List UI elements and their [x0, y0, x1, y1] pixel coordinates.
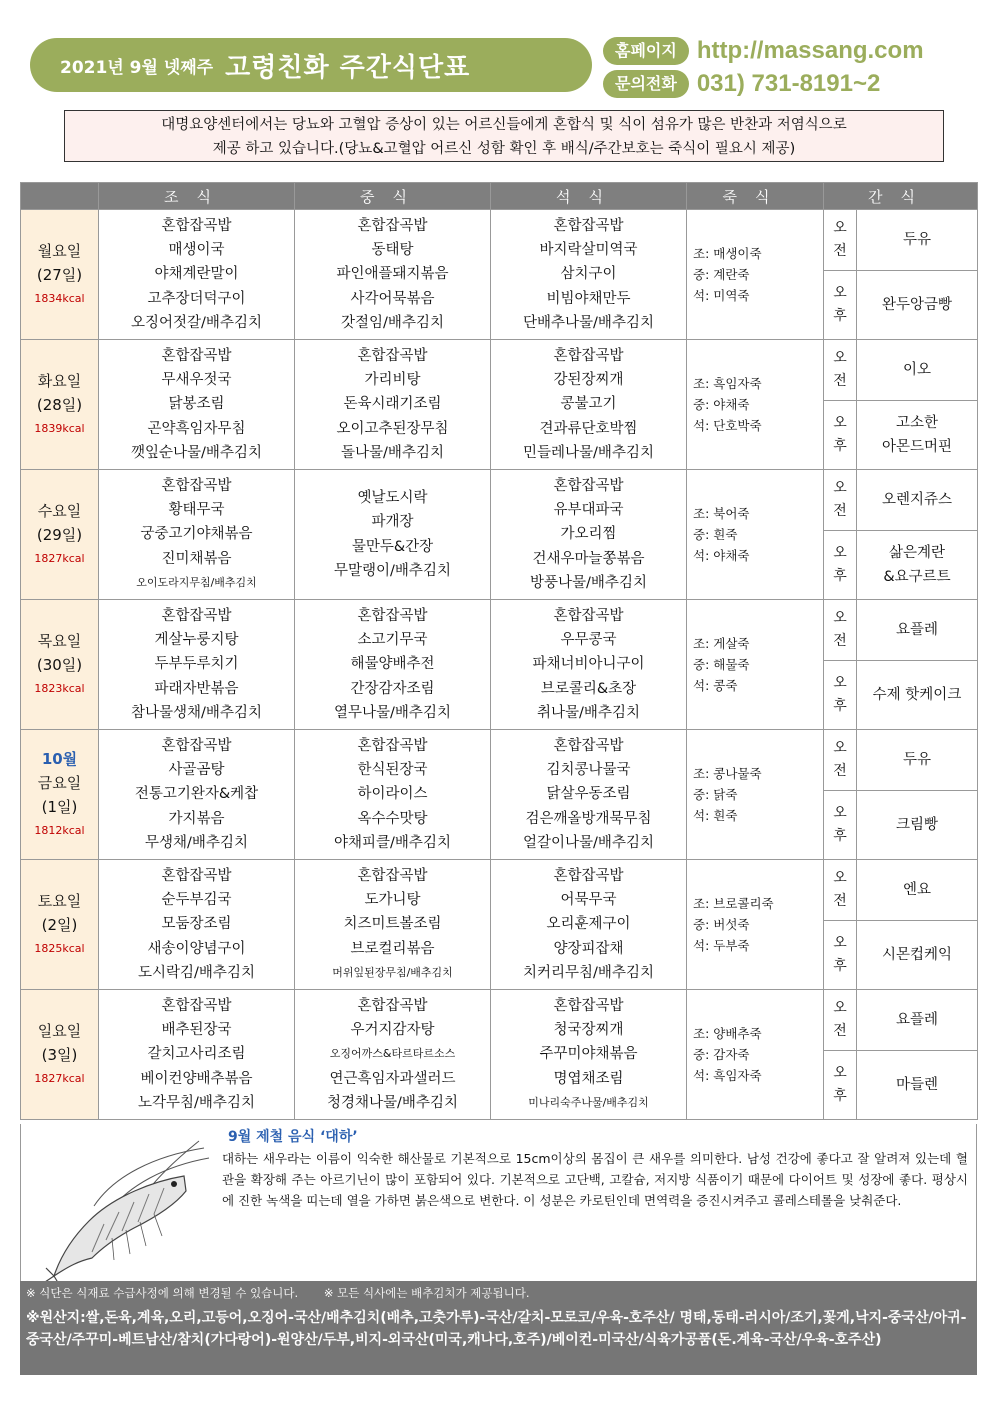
phone-row: [603, 70, 880, 98]
menu-item: 취나물/배추김치: [537, 704, 640, 721]
pm-label-char: 후: [833, 698, 847, 714]
pm-label-char: 오: [833, 415, 847, 431]
snack-pm-cell: [857, 531, 978, 600]
season-food-section: [222, 1126, 968, 1211]
menu-item: 혼합잡곡밥: [357, 867, 428, 884]
am-label: [824, 470, 857, 531]
am-label-char: 오: [833, 480, 847, 496]
porridge-cell: [687, 470, 824, 600]
pm-label-char: 후: [833, 438, 847, 454]
menu-item: 갓절임/배추김치: [341, 314, 444, 331]
shrimp-illustration: [34, 1136, 214, 1286]
menu-item: 혼합잡곡밥: [161, 867, 232, 884]
menu-item: 혼합잡곡밥: [553, 867, 624, 884]
menu-item: 매생이국: [168, 242, 225, 259]
am-label: [824, 860, 857, 921]
snack-pm-cell: [857, 921, 978, 990]
menu-item: 유부대파국: [553, 502, 624, 519]
menu-item: 청국장찌개: [553, 1022, 624, 1039]
day-date: (28일): [36, 395, 83, 414]
menu-item: 치즈미트볼조림: [343, 916, 442, 933]
menu-item: 혼합잡곡밥: [553, 347, 624, 364]
table-row: [21, 340, 978, 401]
menu-item: 청경채나물/배추김치: [327, 1094, 458, 1111]
menu-item: 도시락김/배추김치: [138, 964, 255, 981]
menu-item: 게살누룽지탕: [154, 632, 239, 649]
menu-item: 참나물생채/배추김치: [131, 704, 262, 721]
porridge-item: 조: 양배추죽: [693, 1026, 762, 1041]
menu-item: 얼갈이나물/배추김치: [523, 834, 654, 851]
pm-label-char: 후: [833, 1088, 847, 1104]
pm-label-char: 오: [833, 935, 847, 951]
day-name: 일요일: [37, 1021, 82, 1040]
day-kcal: 1823kcal: [34, 681, 85, 695]
am-label-char: 전: [833, 893, 847, 909]
breakfast-cell: [99, 990, 295, 1120]
snack-item: 수제 핫케이크: [872, 687, 962, 703]
porridge-item: 조: 브로콜리죽: [693, 896, 774, 911]
menu-item: 두부두루치기: [154, 656, 239, 673]
menu-item: 옛날도시락: [357, 490, 428, 507]
porridge-item: 조: 매생이죽: [693, 246, 762, 261]
day-cell: [21, 990, 99, 1120]
porridge-item: 중: 닭죽: [693, 787, 738, 802]
lunch-cell: [295, 730, 491, 860]
menu-item: 혼합잡곡밥: [161, 217, 232, 234]
menu-item: 가지볶음: [168, 810, 225, 827]
snack-item: 고소한: [895, 415, 939, 431]
menu-item: 혼합잡곡밥: [161, 347, 232, 364]
day-name: 화요일: [37, 371, 82, 390]
pm-label-char: 후: [833, 958, 847, 974]
menu-item: 혼합잡곡밥: [357, 347, 428, 364]
title-banner: [30, 38, 592, 92]
menu-item: 오이고추된장무침: [336, 420, 449, 437]
menu-item: 건새우마늘쫑볶음: [532, 550, 645, 567]
day-kcal: 1812kcal: [34, 823, 85, 837]
month-label: 10월: [41, 749, 78, 768]
table-row: [21, 600, 978, 661]
menu-item: 양장피잡채: [553, 940, 624, 957]
dinner-cell: [491, 600, 687, 730]
day-kcal: 1825kcal: [34, 941, 85, 955]
dinner-cell: [491, 340, 687, 470]
day-kcal: 1827kcal: [34, 1071, 85, 1085]
menu-item: 오징어까스&타르타르소스: [329, 1047, 456, 1061]
menu-item: 혼합잡곡밥: [553, 217, 624, 234]
menu-item: 혼합잡곡밥: [161, 477, 232, 494]
pm-label-char: 오: [833, 285, 847, 301]
menu-item: 곤약흑임자무침: [147, 420, 246, 437]
snack-am-cell: [857, 860, 978, 921]
pm-label: [824, 661, 857, 730]
menu-item: 무새우젓국: [161, 372, 232, 389]
snack-item: 시몬컵케익: [881, 947, 953, 963]
snack-item: 삶은계란: [888, 545, 946, 561]
menu-item: 혼합잡곡밥: [553, 477, 624, 494]
menu-item: 베이컨양배추볶음: [140, 1070, 253, 1087]
porridge-item: 석: 두부죽: [693, 938, 750, 953]
snack-pm-cell: [857, 791, 978, 860]
day-kcal: 1839kcal: [34, 421, 85, 435]
footer-origin-info: ※원산지:쌀,돈육,계육,오리,고등어,오징어-국산/배추김치(배추,고춧가루)-국산/갈치-모로코/우육-호주산/ 명태,동태-러시아/조기,꽃게,낙지-중국산/아귀-중국산/주꾸미-베트남산/참치(가다랑어)-원양산/두부,비지-외국산(미국,캐나다,호주)/베이컨-미국산/식육가공품(돈.계육-국산/우육-호주산): [26, 1310, 967, 1348]
snack-item: 마들렌: [895, 1077, 939, 1093]
lunch-cell: [295, 600, 491, 730]
pm-label-char: 오: [833, 675, 847, 691]
pm-label: [824, 401, 857, 470]
snack-am-cell: [857, 340, 978, 401]
menu-item: 파래자반볶음: [154, 680, 239, 697]
porridge-item: 중: 감자죽: [693, 1047, 750, 1062]
porridge-item: 석: 흰죽: [693, 808, 738, 823]
snack-am-cell: [857, 470, 978, 531]
day-kcal: 1834kcal: [34, 291, 85, 305]
pm-label: [824, 921, 857, 990]
menu-item: 황태무국: [168, 502, 225, 519]
menu-item: 치커리무침/배추김치: [523, 964, 654, 981]
header-snack: 간식: [824, 183, 978, 210]
snack-item: 아몬드머핀: [881, 439, 953, 455]
menu-item: 모둠장조림: [161, 916, 232, 933]
snack-item: 두유: [903, 752, 932, 768]
day-date: (27일): [36, 265, 83, 284]
menu-item: 비빔야채만두: [546, 290, 631, 307]
porridge-cell: [687, 860, 824, 990]
menu-item: 브로콜리&초장: [540, 680, 637, 697]
menu-item: 명엽채조림: [553, 1070, 624, 1087]
menu-item: 어묵무국: [560, 892, 617, 909]
day-cell: [21, 210, 99, 340]
day-date: (3일): [41, 1045, 78, 1064]
pm-label: [824, 791, 857, 860]
snack-am-cell: [857, 730, 978, 791]
dinner-cell: [491, 210, 687, 340]
menu-item: 닭살우동조림: [546, 786, 631, 803]
snack-pm-cell: [857, 1051, 978, 1120]
menu-item: 혼합잡곡밥: [357, 997, 428, 1014]
menu-item: 배추된장국: [161, 1022, 232, 1039]
am-label-char: 오: [833, 740, 847, 756]
snack-pm-cell: [857, 271, 978, 340]
menu-item: 진미채볶음: [161, 550, 232, 567]
day-cell: [21, 730, 99, 860]
day-name: 토요일: [37, 891, 82, 910]
menu-item: 김치콩나물국: [546, 762, 631, 779]
day-name: 월요일: [37, 241, 82, 260]
porridge-cell: [687, 340, 824, 470]
menu-item: 하이라이스: [357, 786, 428, 803]
day-cell: [21, 470, 99, 600]
am-label-char: 전: [833, 503, 847, 519]
snack-pm-cell: [857, 401, 978, 470]
menu-item: 연근흑임자과샐러드: [329, 1070, 456, 1087]
menu-item: 물만두&간장: [351, 538, 434, 555]
menu-item: 주꾸미야채볶음: [539, 1046, 638, 1063]
phone-label: 문의전화: [603, 70, 689, 98]
dinner-cell: [491, 730, 687, 860]
pm-label: [824, 271, 857, 340]
menu-item: 도가니탕: [364, 892, 421, 909]
menu-item: 돈육시래기조림: [343, 396, 442, 413]
table-row: [21, 730, 978, 791]
snack-item: 요플레: [895, 622, 939, 638]
table-row: [21, 470, 978, 531]
pm-label: [824, 1051, 857, 1120]
menu-item: 해물양배추전: [350, 656, 435, 673]
porridge-item: 중: 흰죽: [693, 527, 738, 542]
menu-item: 닭봉조림: [168, 396, 225, 413]
page-title: 고령친화 주간식단표: [225, 52, 471, 83]
day-date: (2일): [41, 915, 78, 934]
menu-item: 갈치고사리조림: [147, 1046, 246, 1063]
menu-item: 노각무침/배추김치: [138, 1094, 255, 1111]
am-label-char: 전: [833, 633, 847, 649]
table-row: [21, 990, 978, 1051]
menu-item: 사골곰탕: [168, 762, 225, 779]
porridge-item: 조: 북어죽: [693, 506, 750, 521]
menu-item: 옥수수맛탕: [357, 810, 428, 827]
footer: [20, 1281, 977, 1375]
pm-label-char: 후: [833, 308, 847, 324]
snack-pm-cell: [857, 661, 978, 730]
menu-item: 오징어젓갈/배추김치: [131, 314, 262, 331]
day-cell: [21, 600, 99, 730]
menu-item: 방풍나물/배추김치: [530, 574, 647, 591]
day-date: (30일): [36, 655, 83, 674]
table-header-row: [21, 183, 978, 210]
porridge-item: 석: 단호박죽: [693, 418, 762, 433]
dinner-cell: [491, 860, 687, 990]
menu-item: 사각어묵볶음: [350, 290, 435, 307]
menu-item: 간장감자조림: [350, 680, 435, 697]
porridge-item: 중: 야채죽: [693, 397, 750, 412]
footer-note-kimchi: ※ 모든 식사에는 배추김치가 제공됩니다.: [323, 1286, 530, 1300]
menu-item: 가리비탕: [364, 372, 421, 389]
pm-label-char: 오: [833, 545, 847, 561]
am-label-char: 전: [833, 1023, 847, 1039]
menu-item: 혼합잡곡밥: [357, 217, 428, 234]
menu-item: 궁중고기야채볶음: [140, 526, 253, 543]
menu-item: 우거지감자탕: [350, 1022, 435, 1039]
snack-item: 오렌지쥬스: [881, 492, 953, 508]
snack-item: 두유: [903, 232, 932, 248]
season-body: 대하는 새우라는 이름이 익숙한 해산물로 기본적으로 15cm이상의 몸집이 큰 새우를 의미한다. 남성 건강에 좋다고 잘 알려져 있는데 혈관을 확장해 주는 아르기닌이 많이 포함되어 있다. 기본적으로 고단백, 고칼슘, 저지방 식품이기 때문에 다이어트 및 성장에 좋다. 평상시에 진한 녹색을 띠는데 열을 가하면 붉은색으로 변한다. 이 성분은 카로틴인데 면역력을 증진시켜주고 콜레스테롤을 낮춰준다.: [222, 1151, 968, 1208]
menu-item: 야채계란말이: [154, 266, 239, 283]
am-label-char: 오: [833, 610, 847, 626]
porridge-item: 조: 콩나물죽: [693, 766, 762, 781]
snack-item: 엔요: [903, 882, 932, 898]
day-date: (29일): [36, 525, 83, 544]
menu-item: 검은깨올방개묵무침: [525, 810, 652, 827]
day-date: (1일): [41, 797, 78, 816]
header-day: [21, 183, 99, 210]
lunch-cell: [295, 470, 491, 600]
breakfast-cell: [99, 470, 295, 600]
menu-item: 혼합잡곡밥: [357, 737, 428, 754]
am-label-char: 오: [833, 220, 847, 236]
menu-item: 무생채/배추김치: [145, 834, 248, 851]
porridge-item: 조: 게살죽: [693, 636, 750, 651]
notice-line-1: 대명요양센터에서는 당뇨와 고혈압 증상이 있는 어르신들에게 혼합식 및 식이 섬유가 많은 반찬과 저염식으로: [161, 117, 847, 133]
menu-item: 돌나물/배추김치: [341, 444, 444, 461]
header-porridge: 죽식: [687, 183, 824, 210]
menu-item: 삼치구이: [560, 266, 617, 283]
day-cell: [21, 340, 99, 470]
menu-item: 우무콩국: [560, 632, 617, 649]
porridge-cell: [687, 730, 824, 860]
menu-item: 견과류단호박찜: [539, 420, 638, 437]
menu-item: 새송이양념구이: [147, 940, 246, 957]
menu-item: 오리훈제구이: [546, 916, 631, 933]
menu-item: 가오리찜: [560, 526, 617, 543]
menu-item: 미나리숙주나물/배추김치: [528, 1095, 649, 1109]
snack-am-cell: [857, 600, 978, 661]
menu-item: 강된장찌개: [553, 372, 624, 389]
homepage-link[interactable]: http://massang.com: [696, 37, 924, 64]
menu-item: 혼합잡곡밥: [161, 737, 232, 754]
snack-am-cell: [857, 210, 978, 271]
menu-item: 콩불고기: [560, 396, 617, 413]
header-lunch: 중식: [295, 183, 491, 210]
am-label-char: 전: [833, 243, 847, 259]
menu-item: 혼합잡곡밥: [553, 607, 624, 624]
porridge-cell: [687, 990, 824, 1120]
table-row: [21, 210, 978, 271]
menu-item: 머위잎된장무침/배추김치: [332, 965, 453, 979]
menu-item: 무말랭이/배추김치: [334, 562, 451, 579]
menu-item: 열무나물/배추김치: [334, 704, 451, 721]
dinner-cell: [491, 470, 687, 600]
am-label-char: 오: [833, 350, 847, 366]
porridge-item: 조: 흑임자죽: [693, 376, 762, 391]
snack-item: 이오: [903, 362, 932, 378]
snack-item: 완두앙금빵: [881, 297, 953, 313]
am-label: [824, 600, 857, 661]
am-label: [824, 340, 857, 401]
day-kcal: 1827kcal: [34, 551, 85, 565]
menu-item: 혼합잡곡밥: [161, 997, 232, 1014]
homepage-label: 홈페이지: [603, 37, 689, 65]
dinner-cell: [491, 990, 687, 1120]
porridge-item: 석: 흑임자죽: [693, 1068, 762, 1083]
menu-item: 한식된장국: [357, 762, 428, 779]
breakfast-cell: [99, 340, 295, 470]
lunch-cell: [295, 990, 491, 1120]
menu-item: 파채너비아니구이: [532, 656, 645, 673]
table-row: [21, 860, 978, 921]
menu-item: 단배추나물/배추김치: [523, 314, 654, 331]
menu-item: 순두부김국: [161, 892, 232, 909]
footer-notes: [20, 1281, 977, 1307]
day-cell: [21, 860, 99, 990]
phone-number: 031) 731-8191~2: [696, 70, 881, 97]
menu-item: 파인애플돼지볶음: [336, 266, 449, 283]
porridge-item: 중: 해물죽: [693, 657, 750, 672]
pm-label-char: 후: [833, 568, 847, 584]
breakfast-cell: [99, 600, 295, 730]
notice-box: [64, 110, 944, 162]
weekly-menu-table: [20, 182, 978, 1120]
porridge-cell: [687, 600, 824, 730]
menu-item: 바지락살미역국: [539, 242, 638, 259]
menu-item: 혼합잡곡밥: [553, 997, 624, 1014]
header-dinner: 석식: [491, 183, 687, 210]
menu-item: 민들레나물/배추김치: [523, 444, 654, 461]
menu-item: 동태탕: [371, 242, 414, 259]
am-label: [824, 210, 857, 271]
day-name: 목요일: [37, 631, 82, 650]
day-name: 금요일: [37, 773, 82, 792]
snack-item: 요플레: [895, 1012, 939, 1028]
day-name: 수요일: [37, 501, 82, 520]
am-label: [824, 730, 857, 791]
lunch-cell: [295, 860, 491, 990]
pm-label-char: 오: [833, 1065, 847, 1081]
pm-label-char: 오: [833, 805, 847, 821]
snack-am-cell: [857, 990, 978, 1051]
menu-item: 혼합잡곡밥: [161, 607, 232, 624]
porridge-item: 석: 야채죽: [693, 548, 750, 563]
season-title: 9월 제철 음식 ‘대하’: [228, 1129, 358, 1145]
porridge-item: 중: 계란죽: [693, 267, 750, 282]
menu-item: 깻잎순나물/배추김치: [131, 444, 262, 461]
menu-item: 혼합잡곡밥: [553, 737, 624, 754]
am-label-char: 오: [833, 870, 847, 886]
am-label-char: 전: [833, 373, 847, 389]
menu-item: 파개장: [371, 514, 414, 531]
porridge-item: 석: 콩죽: [693, 678, 738, 693]
porridge-item: 석: 미역죽: [693, 288, 750, 303]
lunch-cell: [295, 340, 491, 470]
am-label-char: 전: [833, 763, 847, 779]
breakfast-cell: [99, 730, 295, 860]
pm-label-char: 후: [833, 828, 847, 844]
menu-item: 소고기무국: [357, 632, 428, 649]
homepage-row: [603, 37, 924, 65]
porridge-cell: [687, 210, 824, 340]
title-week: 2021년 9월 넷째주: [60, 57, 214, 78]
menu-item: 브로컬리볶음: [350, 940, 435, 957]
menu-item: 야채피클/배추김치: [334, 834, 451, 851]
snack-item: &요구르트: [883, 569, 951, 585]
snack-item: 크림빵: [895, 817, 939, 833]
footer-note-change: ※ 식단은 식재료 수급사정에 의해 변경될 수 있습니다.: [26, 1286, 299, 1300]
am-label: [824, 990, 857, 1051]
notice-line-2: 제공 하고 있습니다.(당뇨&고혈압 어르신 성함 확인 후 배식/주간보호는 죽식이 필요시 제공): [212, 141, 796, 157]
menu-item: 혼합잡곡밥: [357, 607, 428, 624]
pm-label: [824, 531, 857, 600]
porridge-item: 중: 버섯죽: [693, 917, 750, 932]
am-label-char: 오: [833, 1000, 847, 1016]
menu-item: 전통고기완자&케찹: [134, 786, 259, 803]
menu-item: 오이도라지무침/배추김치: [136, 575, 257, 589]
menu-item: 고추장더덕구이: [147, 290, 246, 307]
lunch-cell: [295, 210, 491, 340]
menu-body: [21, 210, 978, 1120]
breakfast-cell: [99, 210, 295, 340]
header-breakfast: 조식: [99, 183, 295, 210]
breakfast-cell: [99, 860, 295, 990]
